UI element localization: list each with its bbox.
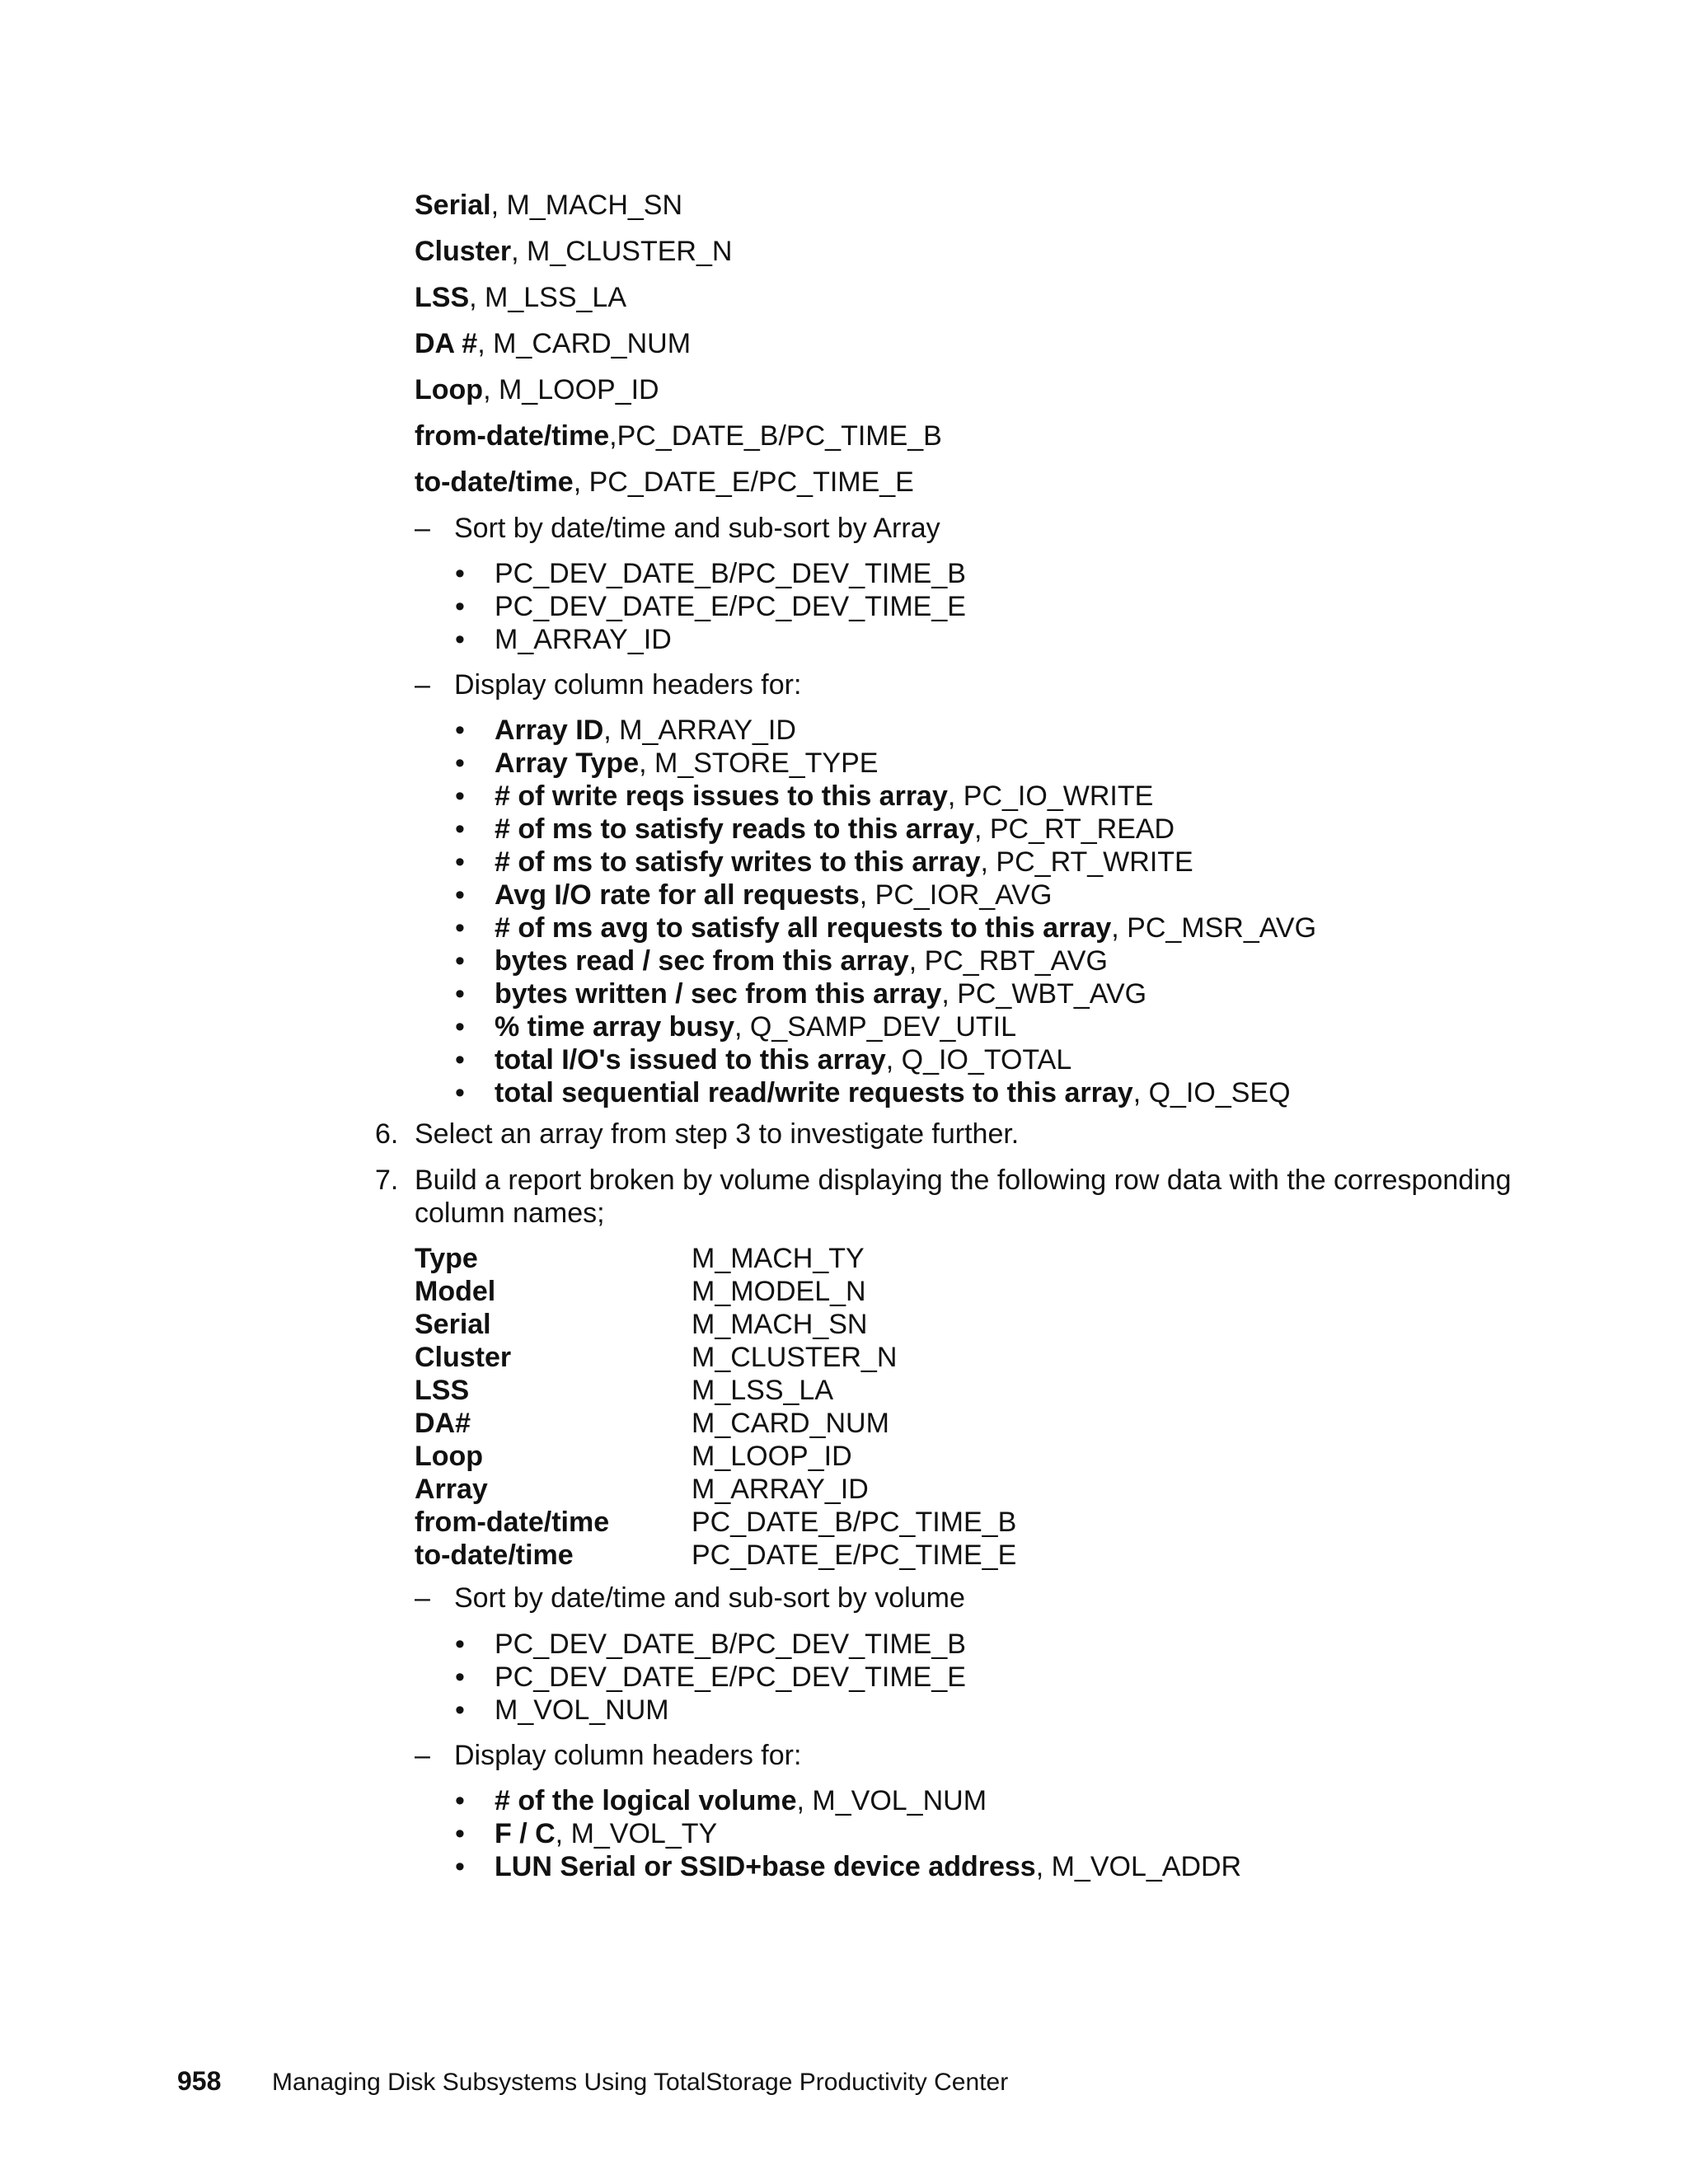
list-item: • total sequential read/write requests to this array, Q_IO_SEQ [455, 1077, 1291, 1108]
dash-marker: – [415, 669, 430, 701]
field-serial: Serial, M_MACH_SN [415, 190, 683, 221]
list-item: • PC_DEV_DATE_B/PC_DEV_TIME_B [455, 558, 966, 589]
display-volume-list [455, 1784, 1241, 1883]
dash-marker: – [415, 1582, 430, 1614]
list-item: • # of ms to satisfy writes to this array, PC_RT_WRITE [455, 846, 1193, 878]
field-to-date-time: to-date/time, PC_DATE_E/PC_TIME_E [415, 466, 914, 498]
list-item: • # of ms avg to satisfy all requests to this array, PC_MSR_AVG [455, 912, 1317, 944]
display-volume-text: Display column headers for: [454, 1740, 802, 1771]
list-item: • Avg I/O rate for all requests, PC_IOR_AVG [455, 879, 1053, 911]
list-item: • LUN Serial or SSID+base device address, M_VOL_ADDR [455, 1851, 1242, 1882]
table-row: LSS M_LSS_LA [415, 1375, 833, 1406]
list-item: • # of write reqs issues to this array, PC_IO_WRITE [455, 780, 1154, 812]
page-number: 958 [177, 2066, 222, 2096]
table-row: Model M_MODEL_N [415, 1276, 866, 1307]
field-from-date-time: from-date/time,PC_DATE_B/PC_TIME_B [415, 420, 942, 452]
step-text: Select an array from step 3 to investigate further. [415, 1118, 1020, 1150]
list-item: • PC_DEV_DATE_E/PC_DEV_TIME_E [455, 1661, 966, 1693]
page-footer [177, 2064, 1008, 2099]
list-item: • # of the logical volume, M_VOL_NUM [455, 1785, 987, 1816]
field-loop: Loop, M_LOOP_ID [415, 374, 659, 405]
dash-marker: – [415, 513, 430, 544]
footer-title: Managing Disk Subsystems Using TotalStorage Productivity Center [272, 2069, 1009, 2096]
table-row: Type M_MACH_TY [415, 1243, 865, 1274]
field-cluster: Cluster, M_CLUSTER_N [415, 236, 733, 267]
table-row: Loop M_LOOP_ID [415, 1441, 852, 1472]
list-item: • Array ID, M_ARRAY_ID [455, 715, 796, 746]
step-number: 6. [375, 1118, 399, 1150]
sort-array-list [455, 557, 966, 656]
display-array-list [455, 714, 1316, 1109]
table-row: to-date/time PC_DATE_E/PC_TIME_E [415, 1540, 1017, 1571]
list-item: • M_VOL_NUM [455, 1694, 669, 1726]
list-item: • PC_DEV_DATE_E/PC_DEV_TIME_E [455, 591, 966, 622]
list-item: • Array Type, M_STORE_TYPE [455, 748, 879, 779]
sort-volume-list [455, 1628, 966, 1727]
list-item: • % time array busy, Q_SAMP_DEV_UTIL [455, 1011, 1017, 1043]
display-array-text: Display column headers for: [454, 669, 802, 701]
sort-volume-text: Sort by date/time and sub-sort by volume [454, 1582, 965, 1614]
dash-marker: – [415, 1740, 430, 1771]
step-text: Build a report broken by volume displaying the following row data with the corresponding column names; [415, 1165, 1512, 1229]
table-row: DA# M_CARD_NUM [415, 1408, 889, 1439]
step-number: 7. [375, 1165, 399, 1196]
list-item: • bytes written / sec from this array, PC_WBT_AVG [455, 978, 1147, 1010]
table-row: Serial M_MACH_SN [415, 1309, 868, 1340]
field-lss: LSS, M_LSS_LA [415, 282, 627, 313]
table-row: from-date/time PC_DATE_B/PC_TIME_B [415, 1507, 1017, 1538]
list-item: • bytes read / sec from this array, PC_RBT_AVG [455, 945, 1108, 977]
list-item: • total I/O's issued to this array, Q_IO_TOTAL [455, 1044, 1072, 1076]
row-data-table [415, 1242, 1016, 1572]
sort-array-text: Sort by date/time and sub-sort by Array [454, 513, 940, 544]
list-item: • # of ms to satisfy reads to this array, PC_RT_READ [455, 813, 1175, 845]
field-da: DA #, M_CARD_NUM [415, 328, 692, 359]
list-item: • PC_DEV_DATE_B/PC_DEV_TIME_B [455, 1629, 966, 1660]
list-item: • F / C, M_VOL_TY [455, 1818, 718, 1849]
list-item: • M_ARRAY_ID [455, 624, 672, 655]
table-row: Cluster M_CLUSTER_N [415, 1342, 898, 1373]
table-row: Array M_ARRAY_ID [415, 1474, 869, 1505]
